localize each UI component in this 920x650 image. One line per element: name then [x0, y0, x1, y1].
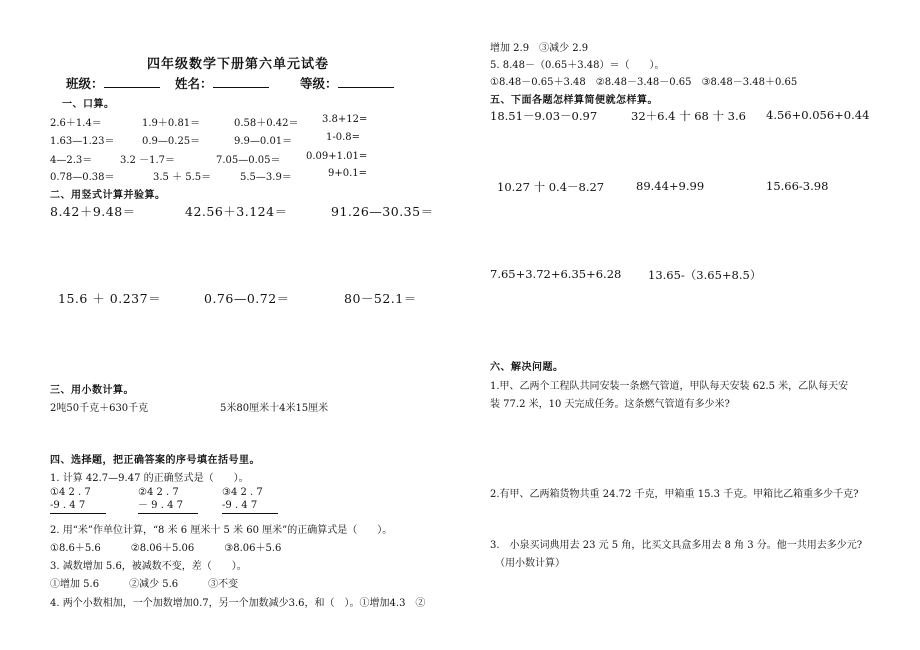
grade-label: 等级：: [300, 76, 338, 91]
choice-question-4-cont: 增加 2.9 ③减少 2.9: [490, 43, 589, 54]
simplify-item: 15.66-3.98: [766, 179, 829, 193]
oral-item: 3.2 －1.7＝: [120, 155, 175, 166]
simplify-item: 10.27 十 0.4－8.27: [497, 180, 605, 194]
choice-options-2: ①8.6＋5.6 ②8.06＋5.06 ③8.06＋5.6: [50, 543, 282, 554]
oral-item: 7.05—0.05＝: [216, 155, 281, 166]
vertical-calc-item: 0.76—0.72＝: [204, 291, 290, 306]
oral-item: 3.5 ＋ 5.5＝: [153, 172, 212, 183]
choice-option-bottom: -9 . 4 7: [222, 500, 258, 511]
choice-option-bottom: － 9 . 4 7: [138, 500, 183, 511]
section5-title: 五、下面各题怎样算简便就怎样算。: [490, 95, 658, 106]
decimal-calc-item: 2吨50千克＋630千克: [50, 403, 149, 414]
vertical-calc-item: 91.26—30.35＝: [331, 204, 434, 219]
simplify-item: 7.65+3.72+6.35+6.28: [490, 267, 622, 281]
oral-item: 0.78—0.38＝: [50, 172, 115, 183]
word-problem-3: 3. 小泉买词典用去 23 元 5 角，比买文具盒多用去 8 角 3 分。他一共用去多少元?: [490, 540, 863, 551]
class-blank[interactable]: [104, 74, 160, 88]
choice-question-4: 4. 两个小数相加，一个加数增加0.7，另一个加数减少3.6，和（ ）。①增加4.3 ②: [50, 598, 426, 609]
vertical-calc-item: 15.6 ＋ 0.237＝: [58, 291, 162, 306]
oral-item: 1-0.8=: [326, 132, 361, 143]
choice-option-label: ③4 2 . 7: [222, 487, 263, 498]
oral-item: 5.5—3.9＝: [240, 172, 292, 183]
choice-question-1: 1. 计算 42.7—9.47 的正确竖式是（ ）。: [50, 473, 249, 484]
oral-item: 3.8+12=: [322, 114, 368, 125]
section4-title: 四、选择题，把正确答案的序号填在括号里。: [50, 455, 260, 466]
choice-option-label: ①4 2 . 7: [50, 487, 91, 498]
grade-field: [300, 74, 394, 92]
choice-question-3: 3. 减数增加 5.6，被减数不变，差（ ）。: [50, 561, 247, 572]
choice-option: [222, 486, 278, 514]
choice-option-label: ②4 2 . 7: [138, 487, 179, 498]
oral-item: 4—2.3＝: [50, 155, 93, 166]
oral-item: 9.9—0.01＝: [234, 136, 293, 147]
oral-item: 9+0.1=: [328, 168, 368, 179]
choice-option: [138, 486, 198, 514]
class-field: [66, 74, 160, 92]
class-label: 班级：: [66, 76, 104, 91]
oral-item: 0.58＋0.42＝: [234, 118, 299, 129]
vertical-calc-item: 8.42＋9.48＝: [50, 204, 136, 219]
section3-title: 三、用小数计算。: [50, 385, 134, 396]
name-field: [175, 74, 269, 92]
word-problem-2: 2.有甲、乙两箱货物共重 24.72 千克，甲箱重 15.3 千克。甲箱比乙箱重多少千克?: [490, 489, 859, 500]
section1-title: 一、口算。: [62, 99, 115, 110]
vertical-calc-item: 80－52.1＝: [344, 291, 417, 306]
oral-item: 0.09+1.01=: [306, 151, 368, 162]
vertical-calc-item: 42.56＋3.124＝: [185, 204, 288, 219]
choice-option: [50, 486, 106, 514]
word-problem-1: 1.甲、乙两个工程队共同安装一条燃气管道，甲队每天安装 62.5 米，乙队每天安: [490, 381, 849, 392]
name-label: 姓名：: [175, 76, 213, 91]
name-blank[interactable]: [213, 74, 269, 88]
choice-question-5: 5. 8.48－（0.65＋3.48）＝（ ）。: [490, 60, 665, 71]
oral-item: 1.63—1.23＝: [50, 136, 115, 147]
grade-blank[interactable]: [338, 74, 394, 88]
choice-options-3: ①增加 5.6 ②减少 5.6 ③不变: [50, 579, 239, 590]
section2-title: 二、用竖式计算并验算。: [50, 190, 166, 201]
oral-item: 0.9—0.25＝: [142, 136, 201, 147]
simplify-item: 13.65-（3.65+8.5）: [648, 268, 762, 282]
simplify-item: 32＋6.4 十 68 十 3.6: [631, 109, 746, 123]
choice-option-bottom: -9 . 4 7: [50, 500, 86, 511]
oral-item: 1.9＋0.81＝: [142, 118, 201, 129]
choice-question-2: 2. 用“米”作单位计算，“8 米 6 厘米十 5 米 60 厘米”的正确算式是（ ）。: [50, 525, 393, 536]
choice-options-5: ①8.48－0.65＋3.48 ②8.48－3.48－0.65 ③8.48－3.48＋0.65: [490, 77, 798, 88]
word-problem-1-cont: 装 77.2 米，10 天完成任务。这条燃气管道有多少米?: [490, 399, 730, 410]
section6-title: 六、解决问题。: [490, 362, 564, 373]
simplify-item: 18.51－9.03－0.97: [490, 109, 598, 123]
simplify-item: 4.56+0.056+0.44: [766, 108, 870, 122]
decimal-calc-item: 5米80厘米十4米15厘米: [220, 403, 329, 414]
page-title: 四年级数学下册第六单元试卷: [147, 57, 330, 72]
simplify-item: 89.44+9.99: [636, 179, 705, 193]
oral-item: 2.6＋1.4＝: [50, 118, 102, 129]
word-problem-3-cont: （用小数计算）: [495, 558, 565, 569]
